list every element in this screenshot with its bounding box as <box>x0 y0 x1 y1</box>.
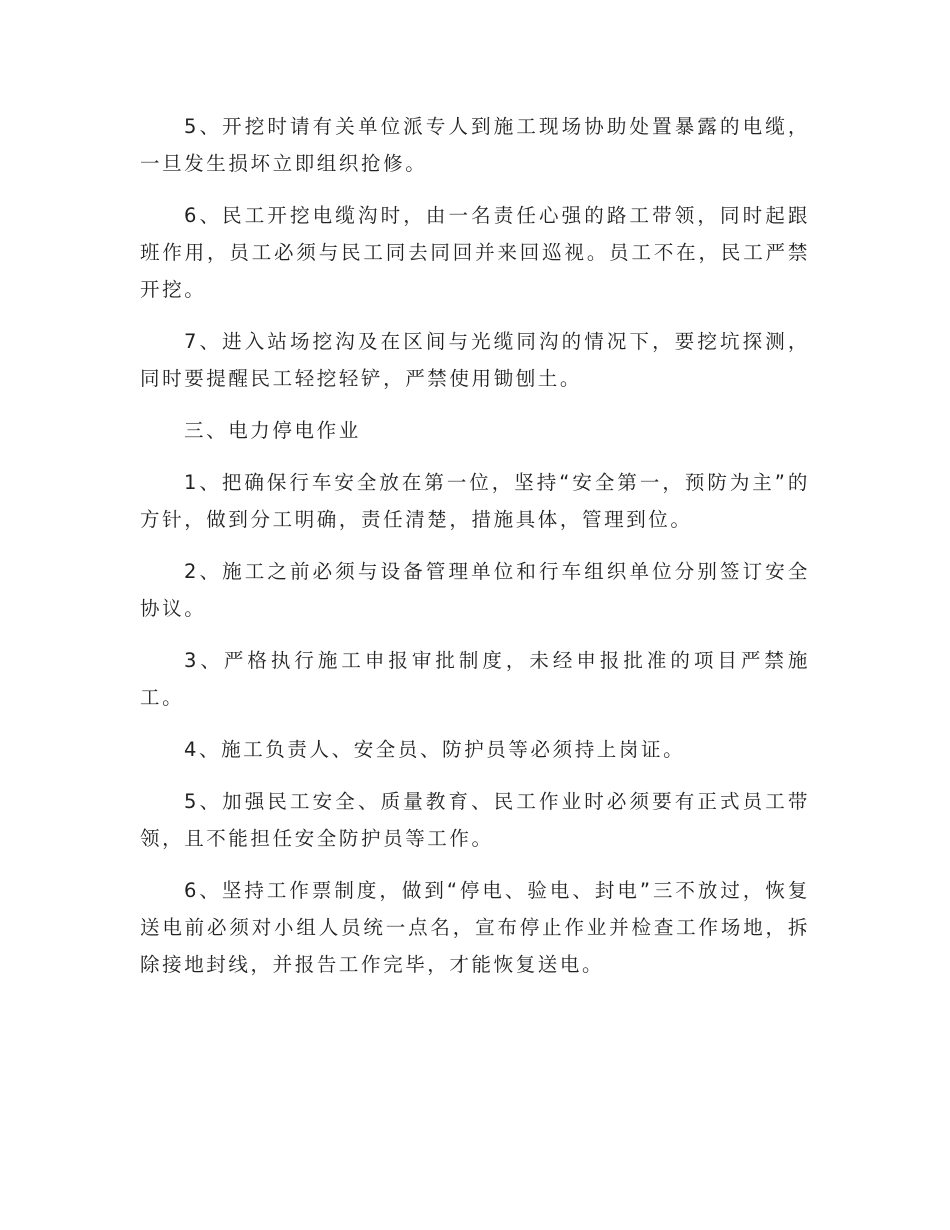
paragraph-item-5-cable-excavation: 5、开挖时请有关单位派专人到施工现场协助处置暴露的电缆，一旦发生损坏立即组织抢修。 <box>140 115 810 175</box>
document-body <box>140 108 810 998</box>
paragraph-item-6-work-ticket: 6、坚持工作票制度，做到“停电、验电、封电”三不放过，恢复送电前必须对小组人员统一点名，宣布停止作业并检查工作场地，拆除接地封线，并报告工作完毕，才能恢复送电。 <box>140 879 810 976</box>
paragraph-item-7-station-trench: 7、进入站场挖沟及在区间与光缆同沟的情况下，要挖坑探测，同时要提醒民工轻挖轻铲，严禁使用锄刨土。 <box>140 330 810 390</box>
paragraph-item-3-approval-system: 3、严格执行施工申报审批制度，未经申报批准的项目严禁施工。 <box>140 649 810 709</box>
paragraph-item-5-worker-education: 5、加强民工安全、质量教育、民工作业时必须要有正式员工带领，且不能担任安全防护员等工作。 <box>140 790 810 850</box>
paragraph-item-6-cable-trench: 6、民工开挖电缆沟时，由一名责任心强的路工带领，同时起跟班作用，员工必须与民工同去同回并来回巡视。员工不在，民工严禁开挖。 <box>140 204 810 301</box>
section-heading-power-outage-work: 三、电力停电作业 <box>184 419 361 442</box>
paragraph-item-2-safety-agreement: 2、施工之前必须与设备管理单位和行车组织单位分别签订安全协议。 <box>140 560 810 620</box>
paragraph-item-4-certification: 4、施工负责人、安全员、防护员等必须持上岗证。 <box>184 738 686 761</box>
paragraph-item-1-traffic-safety: 1、把确保行车安全放在第一位，坚持“安全第一，预防为主”的方针，做到分工明确，责任清楚，措施具体，管理到位。 <box>140 471 810 531</box>
